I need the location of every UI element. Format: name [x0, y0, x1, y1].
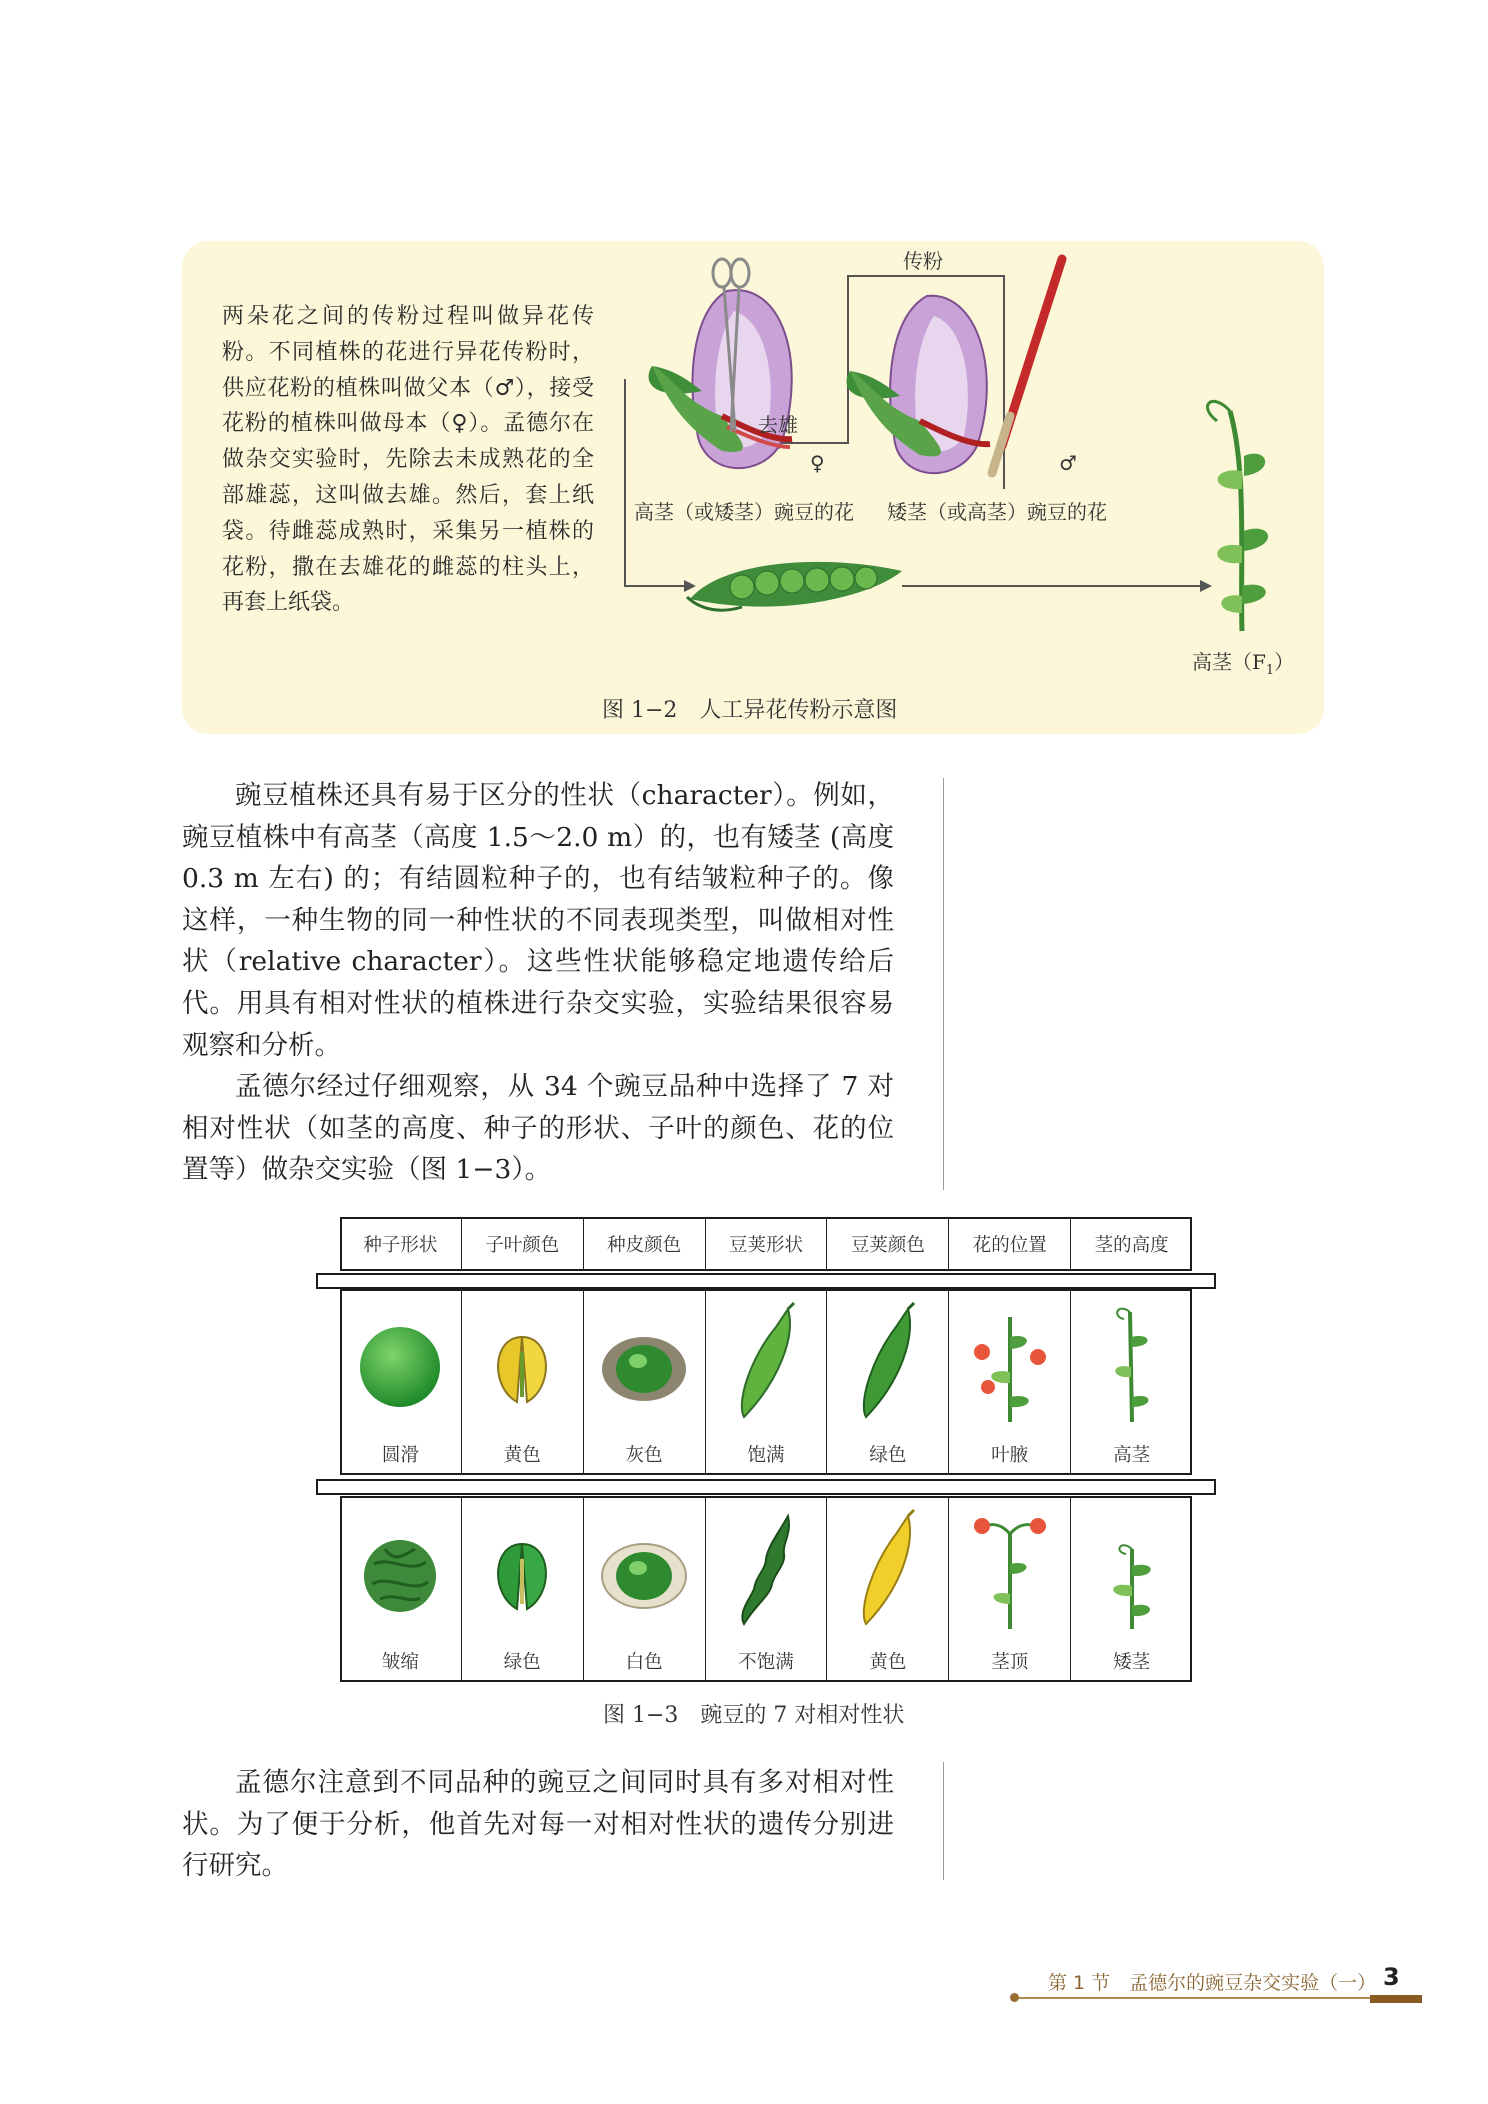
female-symbol: ♀ [810, 451, 825, 475]
yellow-cotyledon-icon [472, 1297, 572, 1427]
label-pollination: 传粉 [903, 249, 943, 273]
label-dwarf: 矮茎 [1113, 1652, 1151, 1673]
cell-yellow-cotyledon [462, 1289, 584, 1475]
cell-inflated-pod [706, 1289, 828, 1475]
margin-rule-bottom [943, 1762, 944, 1880]
label-white: 白色 [625, 1652, 663, 1673]
label-tall: 高茎 [1113, 1445, 1151, 1466]
header-seed-shape: 种子形状 [340, 1217, 462, 1271]
yellow-pod-icon [838, 1504, 938, 1634]
round-seed-icon [350, 1297, 450, 1427]
green-pod-icon [838, 1297, 938, 1427]
cell-terminal-flower [949, 1496, 1071, 1682]
label-offspring-f1: 高茎$(F_1)$ [1192, 650, 1295, 678]
label-yellow-pod: 黄色 [869, 1652, 907, 1673]
cell-white-seed-coat [584, 1496, 706, 1682]
header-row [340, 1217, 1192, 1271]
terminal-flower-icon [960, 1504, 1060, 1634]
brush-icon [992, 259, 1062, 473]
cell-yellow-pod [827, 1496, 949, 1682]
paragraph-relative-characters: 豌豆植株还具有易于区分的性状（character）。例如，豌豆植株中有高茎（高度 1.5～2.0 m）的，也有矮茎 (高度 0.3 m 左右) 的；有结圆粒种子的，也有结皱粒种子的。像这样，一种生物的同一种性状的不同表现类型，叫做相对性状（relative character）。这些性状能够稳定地遗传给后代。用具有相对性状的植株进行杂交实验，实验结果很容易观察和分析。 [182, 780, 894, 1061]
figure-1-2-description: 两朵花之间的传粉过程叫做异花传粉。不同植株的花进行异花传粉时，供应花粉的植株叫做父本（♂），接受花粉的植株叫做母本（♀）。孟德尔在做杂交实验时，先除去未成熟花的全部雄蕊，这叫做去雄。然后，套上纸袋。待雌蕊成熟时，采集另一植株的花粉，撒在去雄花的雌蕊的柱头上，再套上纸袋。 [222, 304, 594, 616]
grey-seed-coat-icon [594, 1297, 694, 1427]
table-band-1 [316, 1273, 1216, 1289]
label-flower-right: 矮茎（或高茎）豌豆的花 [887, 500, 1107, 524]
flower-right-illustration [847, 296, 990, 473]
label-axial: 叶腋 [991, 1445, 1029, 1466]
footer-dot [1010, 1993, 1019, 2002]
header-stem-height: 茎的高度 [1094, 1235, 1169, 1256]
flower-left-illustration [649, 290, 792, 468]
table-band-2 [316, 1479, 1216, 1495]
axial-flower-icon [960, 1297, 1060, 1427]
figure-1-2-caption: 图 1−2 人工异花传粉示意图 [602, 698, 898, 723]
label-green-cotyledon: 绿色 [503, 1652, 541, 1673]
green-cotyledon-icon [472, 1504, 572, 1634]
label-inflated: 饱满 [747, 1445, 785, 1466]
white-seed-coat-icon [594, 1504, 694, 1634]
cell-grey-seed-coat [584, 1289, 706, 1475]
figure-1-3-caption: 图 1−3 豌豆的 7 对相对性状 [603, 1703, 905, 1728]
cell-tall-stem [1071, 1289, 1192, 1475]
label-emasculation: 去雄 [758, 413, 798, 437]
figure-1-2-panel [182, 241, 1324, 734]
footer-bar [1370, 1995, 1422, 2003]
label-green-pod: 绿色 [869, 1445, 907, 1466]
cell-dwarf-stem [1071, 1496, 1192, 1682]
page-number: 3 [1383, 1963, 1400, 1991]
margin-rule-top [943, 778, 944, 1190]
tall-pea-plant-illustration [1207, 401, 1268, 631]
label-terminal: 茎顶 [991, 1652, 1029, 1673]
label-grey: 灰色 [625, 1445, 663, 1466]
footer-section-title: 第 1 节 孟德尔的豌豆杂交实验（一） [1048, 1972, 1377, 1994]
header-flower-position: 花的位置 [949, 1217, 1071, 1271]
cell-wrinkled-seed [340, 1496, 462, 1682]
label-round: 圆滑 [381, 1445, 419, 1466]
cell-round-seed [340, 1289, 462, 1475]
male-symbol: ♂ [1059, 451, 1077, 475]
constricted-pod-icon [716, 1504, 816, 1634]
pea-pod-illustration [687, 562, 902, 610]
cell-axial-flower [949, 1289, 1071, 1475]
label-yellow: 黄色 [503, 1445, 541, 1466]
dominant-traits-row [340, 1289, 1192, 1475]
recessive-traits-row [340, 1496, 1192, 1682]
inflated-pod-icon [716, 1297, 816, 1427]
footer-rule [1014, 1997, 1372, 1999]
header-pod-color: 豆荚颜色 [827, 1217, 949, 1271]
paragraph-seven-pairs: 孟德尔经过仔细观察，从 34 个豌豆品种中选择了 7 对相对性状（如茎的高度、种子的形状、子叶的颜色、花的位置等）做杂交实验（图 1−3）。 [182, 1071, 894, 1186]
wrinkled-seed-icon [350, 1504, 450, 1634]
label-constricted: 不饱满 [738, 1652, 794, 1673]
header-seed-coat-color: 种皮颜色 [584, 1217, 706, 1271]
paragraph-multiple-pairs: 孟德尔注意到不同品种的豌豆之间同时具有多对相对性状。为了便于分析，他首先对每一对相对性状的遗传分别进行研究。 [182, 1767, 894, 1882]
label-wrinkled: 皱缩 [381, 1652, 419, 1673]
header-pod-shape: 豆荚形状 [706, 1217, 828, 1271]
label-flower-left: 高茎（或矮茎）豌豆的花 [634, 500, 854, 524]
tall-stem-icon [1082, 1297, 1182, 1427]
cell-constricted-pod [706, 1496, 828, 1682]
dwarf-stem-icon [1082, 1504, 1182, 1634]
header-cotyledon-color: 子叶颜色 [462, 1217, 584, 1271]
cell-green-pod [827, 1289, 949, 1475]
figure-1-3-table [340, 1217, 1192, 1682]
cell-green-cotyledon [462, 1496, 584, 1682]
